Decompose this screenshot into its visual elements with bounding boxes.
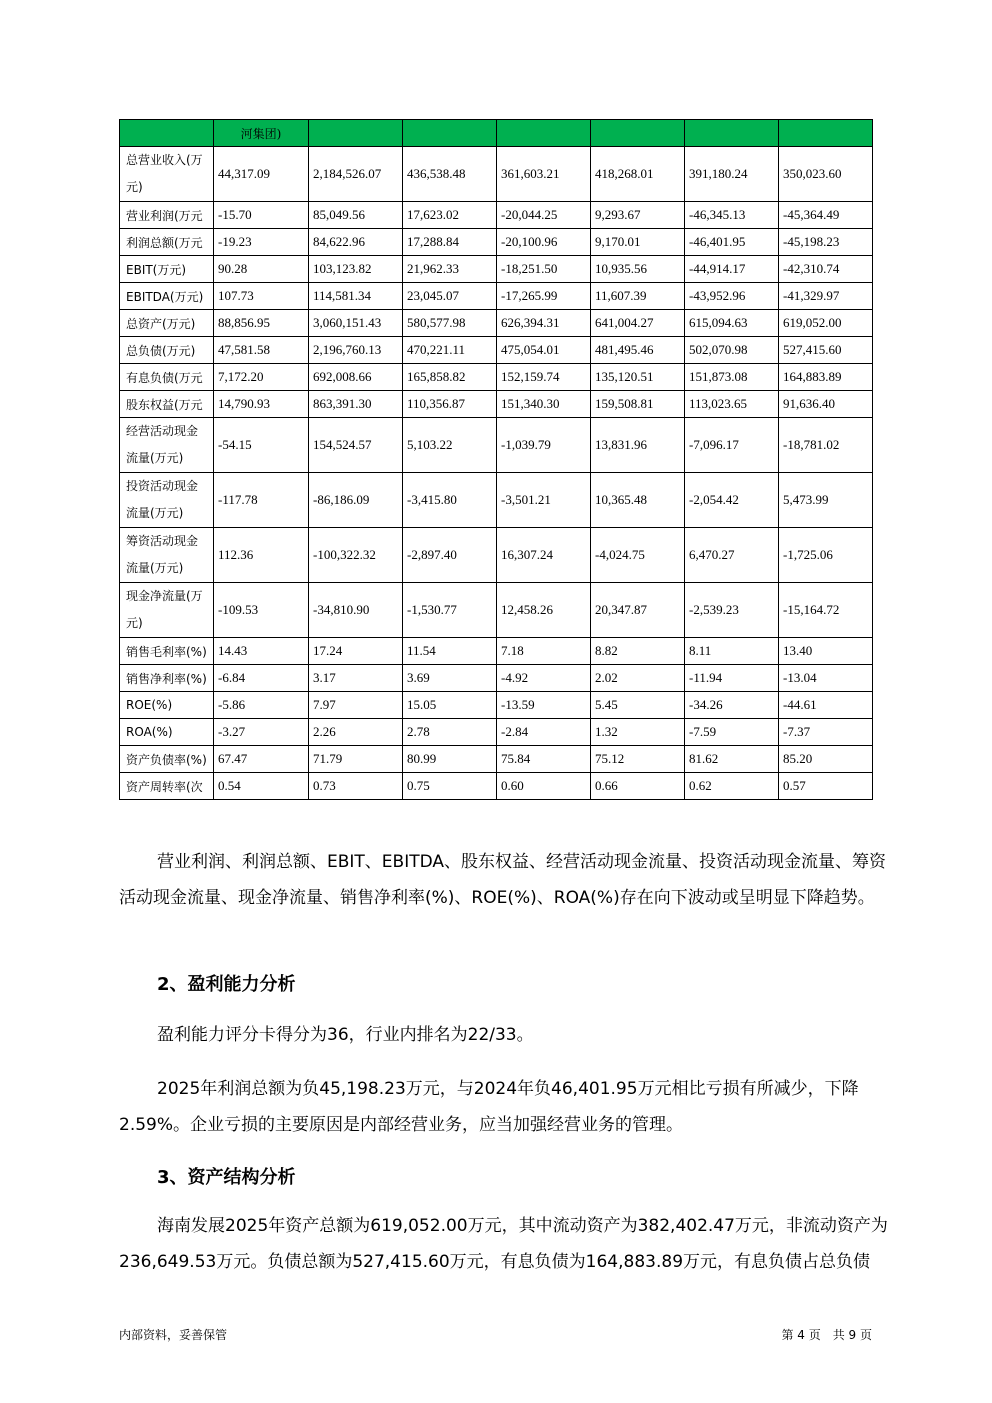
table-cell: -19.23: [214, 229, 309, 256]
table-cell: -46,345.13: [685, 202, 779, 229]
row-label: 总负债(万元): [120, 337, 214, 364]
table-row: [120, 638, 873, 665]
table-cell: 8.82: [591, 638, 685, 665]
table-cell: -7.37: [779, 719, 873, 746]
table-cell: -34.26: [685, 692, 779, 719]
table-cell: 1.32: [591, 719, 685, 746]
row-label: 资产负债率(%): [120, 746, 214, 773]
table-cell: 151,873.08: [685, 364, 779, 391]
table-cell: 164,883.89: [779, 364, 873, 391]
table-cell: 2.78: [403, 719, 497, 746]
table-cell: -2,897.40: [403, 528, 497, 583]
table-cell: -7.59: [685, 719, 779, 746]
row-label: 投资活动现金流量(万元): [120, 473, 214, 528]
table-cell: 527,415.60: [779, 337, 873, 364]
table-cell: 0.66: [591, 773, 685, 800]
table-cell: 44,317.09: [214, 147, 309, 202]
table-row: [120, 310, 873, 337]
table-cell: 0.75: [403, 773, 497, 800]
table-cell: 159,508.81: [591, 391, 685, 418]
table-cell: 475,054.01: [497, 337, 591, 364]
table-header-cell: [120, 120, 214, 147]
table-cell: 391,180.24: [685, 147, 779, 202]
table-cell: 91,636.40: [779, 391, 873, 418]
row-label: ROA(%): [120, 719, 214, 746]
table-cell: -5.86: [214, 692, 309, 719]
row-label: 总营业收入(万元): [120, 147, 214, 202]
table-cell: 10,935.56: [591, 256, 685, 283]
table-cell: 23,045.07: [403, 283, 497, 310]
table-cell: 2.02: [591, 665, 685, 692]
table-cell: 20,347.87: [591, 583, 685, 638]
table-cell: -1,530.77: [403, 583, 497, 638]
table-cell: 626,394.31: [497, 310, 591, 337]
table-row: [120, 229, 873, 256]
table-cell: -2.84: [497, 719, 591, 746]
table-cell: 103,123.82: [309, 256, 403, 283]
table-cell: 8.11: [685, 638, 779, 665]
table-cell: 6,470.27: [685, 528, 779, 583]
table-cell: 88,856.95: [214, 310, 309, 337]
table-cell: 5,473.99: [779, 473, 873, 528]
table-cell: 90.28: [214, 256, 309, 283]
table-cell: 17,623.02: [403, 202, 497, 229]
table-header-cell: [685, 120, 779, 147]
table-cell: 12,458.26: [497, 583, 591, 638]
table-cell: -1,725.06: [779, 528, 873, 583]
table-cell: 692,008.66: [309, 364, 403, 391]
table-cell: 361,603.21: [497, 147, 591, 202]
table-cell: -4,024.75: [591, 528, 685, 583]
table-cell: -15.70: [214, 202, 309, 229]
row-label: ROE(%): [120, 692, 214, 719]
table-cell: 67.47: [214, 746, 309, 773]
table-cell: 615,094.63: [685, 310, 779, 337]
table-cell: 47,581.58: [214, 337, 309, 364]
table-row: [120, 202, 873, 229]
section-heading-asset-structure: 3、资产结构分析: [157, 1167, 296, 1188]
table-cell: 3,060,151.43: [309, 310, 403, 337]
table-cell: 10,365.48: [591, 473, 685, 528]
table-cell: 863,391.30: [309, 391, 403, 418]
table-row: [120, 746, 873, 773]
table-cell: -45,198.23: [779, 229, 873, 256]
table-header: [120, 120, 873, 147]
table-cell: -4.92: [497, 665, 591, 692]
row-label: 营业利润(万元: [120, 202, 214, 229]
table-cell: 21,962.33: [403, 256, 497, 283]
footer-page-number: 第 4 页 共 9 页: [781, 1328, 872, 1342]
table-cell: 619,052.00: [779, 310, 873, 337]
row-label: 有息负债(万元: [120, 364, 214, 391]
table-cell: 470,221.11: [403, 337, 497, 364]
table-cell: 71.79: [309, 746, 403, 773]
table-cell: 9,293.67: [591, 202, 685, 229]
table-header-cell: [309, 120, 403, 147]
table-cell: -15,164.72: [779, 583, 873, 638]
table-header-cell: 河集团): [214, 120, 309, 147]
table-cell: -86,186.09: [309, 473, 403, 528]
table-cell: -117.78: [214, 473, 309, 528]
table-cell: 112.36: [214, 528, 309, 583]
table-cell: -13.59: [497, 692, 591, 719]
row-label: 总资产(万元): [120, 310, 214, 337]
table-cell: -11.94: [685, 665, 779, 692]
table-row: [120, 283, 873, 310]
table-cell: 16,307.24: [497, 528, 591, 583]
table-cell: 14,790.93: [214, 391, 309, 418]
table-cell: 113,023.65: [685, 391, 779, 418]
table-row: [120, 391, 873, 418]
row-label: 利润总额(万元: [120, 229, 214, 256]
table-cell: 5,103.22: [403, 418, 497, 473]
table-cell: 0.73: [309, 773, 403, 800]
table-cell: 7.18: [497, 638, 591, 665]
table-row: [120, 337, 873, 364]
table-cell: -20,100.96: [497, 229, 591, 256]
table-header-cell: [591, 120, 685, 147]
profitability-detail-text: 2025年利润总额为负45,198.23万元，与2024年负46,401.95万元相比亏损有所减少，下降2.59%。企业亏损的主要原因是内部经营业务，应当加强经营业务的管理。: [119, 1079, 859, 1135]
table-cell: -100,322.32: [309, 528, 403, 583]
table-header-cell: [497, 120, 591, 147]
table-cell: 0.57: [779, 773, 873, 800]
table-cell: -109.53: [214, 583, 309, 638]
table-cell: 110,356.87: [403, 391, 497, 418]
table-cell: -45,364.49: [779, 202, 873, 229]
table-cell: 154,524.57: [309, 418, 403, 473]
table-cell: 165,858.82: [403, 364, 497, 391]
table-cell: -17,265.99: [497, 283, 591, 310]
table-cell: 436,538.48: [403, 147, 497, 202]
table-header-cell: [403, 120, 497, 147]
table-cell: 0.62: [685, 773, 779, 800]
table-cell: 85,049.56: [309, 202, 403, 229]
row-label: 销售净利率(%): [120, 665, 214, 692]
table-header-cell: [779, 120, 873, 147]
table-cell: -42,310.74: [779, 256, 873, 283]
table-row: [120, 256, 873, 283]
table-cell: 85.20: [779, 746, 873, 773]
table-header-row: [120, 120, 873, 147]
row-label: 筹资活动现金流量(万元): [120, 528, 214, 583]
table-cell: 11,607.39: [591, 283, 685, 310]
table-cell: 0.54: [214, 773, 309, 800]
table-cell: -13.04: [779, 665, 873, 692]
trend-paragraph: 营业利润、利润总额、EBIT、EBITDA、股东权益、经营活动现金流量、投资活动现金流量、筹资活动现金流量、现金净流量、销售净利率(%)、ROE(%)、ROA(%)存在向下波动或呈明显下降趋势。: [119, 852, 887, 908]
table-cell: -2,539.23: [685, 583, 779, 638]
table-cell: -34,810.90: [309, 583, 403, 638]
table-cell: -2,054.42: [685, 473, 779, 528]
table-cell: 580,577.98: [403, 310, 497, 337]
table-cell: -18,251.50: [497, 256, 591, 283]
table-row: [120, 473, 873, 528]
table-cell: 107.73: [214, 283, 309, 310]
table-cell: -44.61: [779, 692, 873, 719]
table-cell: 481,495.46: [591, 337, 685, 364]
footer-confidential-note: 内部资料，妥善保管: [119, 1328, 228, 1342]
row-label: 销售毛利率(%): [120, 638, 214, 665]
table-body: [120, 147, 873, 800]
table-cell: 7,172.20: [214, 364, 309, 391]
table-cell: 15.05: [403, 692, 497, 719]
table-row: [120, 418, 873, 473]
table-cell: 13.40: [779, 638, 873, 665]
table-cell: 7.97: [309, 692, 403, 719]
table-cell: -44,914.17: [685, 256, 779, 283]
table-cell: 17,288.84: [403, 229, 497, 256]
table-cell: 114,581.34: [309, 283, 403, 310]
table-cell: 135,120.51: [591, 364, 685, 391]
table-cell: 3.17: [309, 665, 403, 692]
row-label: EBITDA(万元): [120, 283, 214, 310]
row-label: 现金净流量(万元): [120, 583, 214, 638]
table-cell: -18,781.02: [779, 418, 873, 473]
row-label: 资产周转率(次: [120, 773, 214, 800]
table-cell: -41,329.97: [779, 283, 873, 310]
profitability-score-text: 盈利能力评分卡得分为36，行业内排名为22/33。: [157, 1025, 534, 1045]
table-cell: -20,044.25: [497, 202, 591, 229]
table-cell: -46,401.95: [685, 229, 779, 256]
table-cell: 80.99: [403, 746, 497, 773]
table-cell: 14.43: [214, 638, 309, 665]
asset-structure-text: 海南发展2025年资产总额为619,052.00万元，其中流动资产为382,402.47万元，非流动资产为236,649.53万元。负债总额为527,415.60万元，有息负债为164,883.89万元，有息负债占总负债: [119, 1216, 888, 1272]
table-cell: 13,831.96: [591, 418, 685, 473]
table-row: [120, 719, 873, 746]
table-cell: 81.62: [685, 746, 779, 773]
table-cell: 2.26: [309, 719, 403, 746]
table-row: [120, 147, 873, 202]
table-cell: -3.27: [214, 719, 309, 746]
table-cell: -3,501.21: [497, 473, 591, 528]
table-cell: 75.84: [497, 746, 591, 773]
table-cell: -6.84: [214, 665, 309, 692]
table-cell: 418,268.01: [591, 147, 685, 202]
table-row: [120, 528, 873, 583]
table-row: [120, 364, 873, 391]
table-cell: 11.54: [403, 638, 497, 665]
table-cell: 152,159.74: [497, 364, 591, 391]
table-cell: 17.24: [309, 638, 403, 665]
table-cell: 9,170.01: [591, 229, 685, 256]
table-cell: 84,622.96: [309, 229, 403, 256]
table-cell: -1,039.79: [497, 418, 591, 473]
table-cell: 2,196,760.13: [309, 337, 403, 364]
table-cell: 641,004.27: [591, 310, 685, 337]
table-row: [120, 665, 873, 692]
table-row: [120, 692, 873, 719]
table-cell: -7,096.17: [685, 418, 779, 473]
table-cell: 151,340.30: [497, 391, 591, 418]
row-label: EBIT(万元): [120, 256, 214, 283]
table-cell: 5.45: [591, 692, 685, 719]
table-cell: 3.69: [403, 665, 497, 692]
table-cell: 0.60: [497, 773, 591, 800]
table-cell: -43,952.96: [685, 283, 779, 310]
table-cell: 502,070.98: [685, 337, 779, 364]
table-cell: -3,415.80: [403, 473, 497, 528]
table-cell: 75.12: [591, 746, 685, 773]
section-heading-profitability: 2、盈利能力分析: [157, 974, 296, 995]
table-row: [120, 583, 873, 638]
table-cell: -54.15: [214, 418, 309, 473]
table-row: [120, 773, 873, 800]
table-cell: 2,184,526.07: [309, 147, 403, 202]
row-label: 股东权益(万元: [120, 391, 214, 418]
financial-data-table: [119, 119, 873, 800]
row-label: 经营活动现金流量(万元): [120, 418, 214, 473]
table-cell: 350,023.60: [779, 147, 873, 202]
